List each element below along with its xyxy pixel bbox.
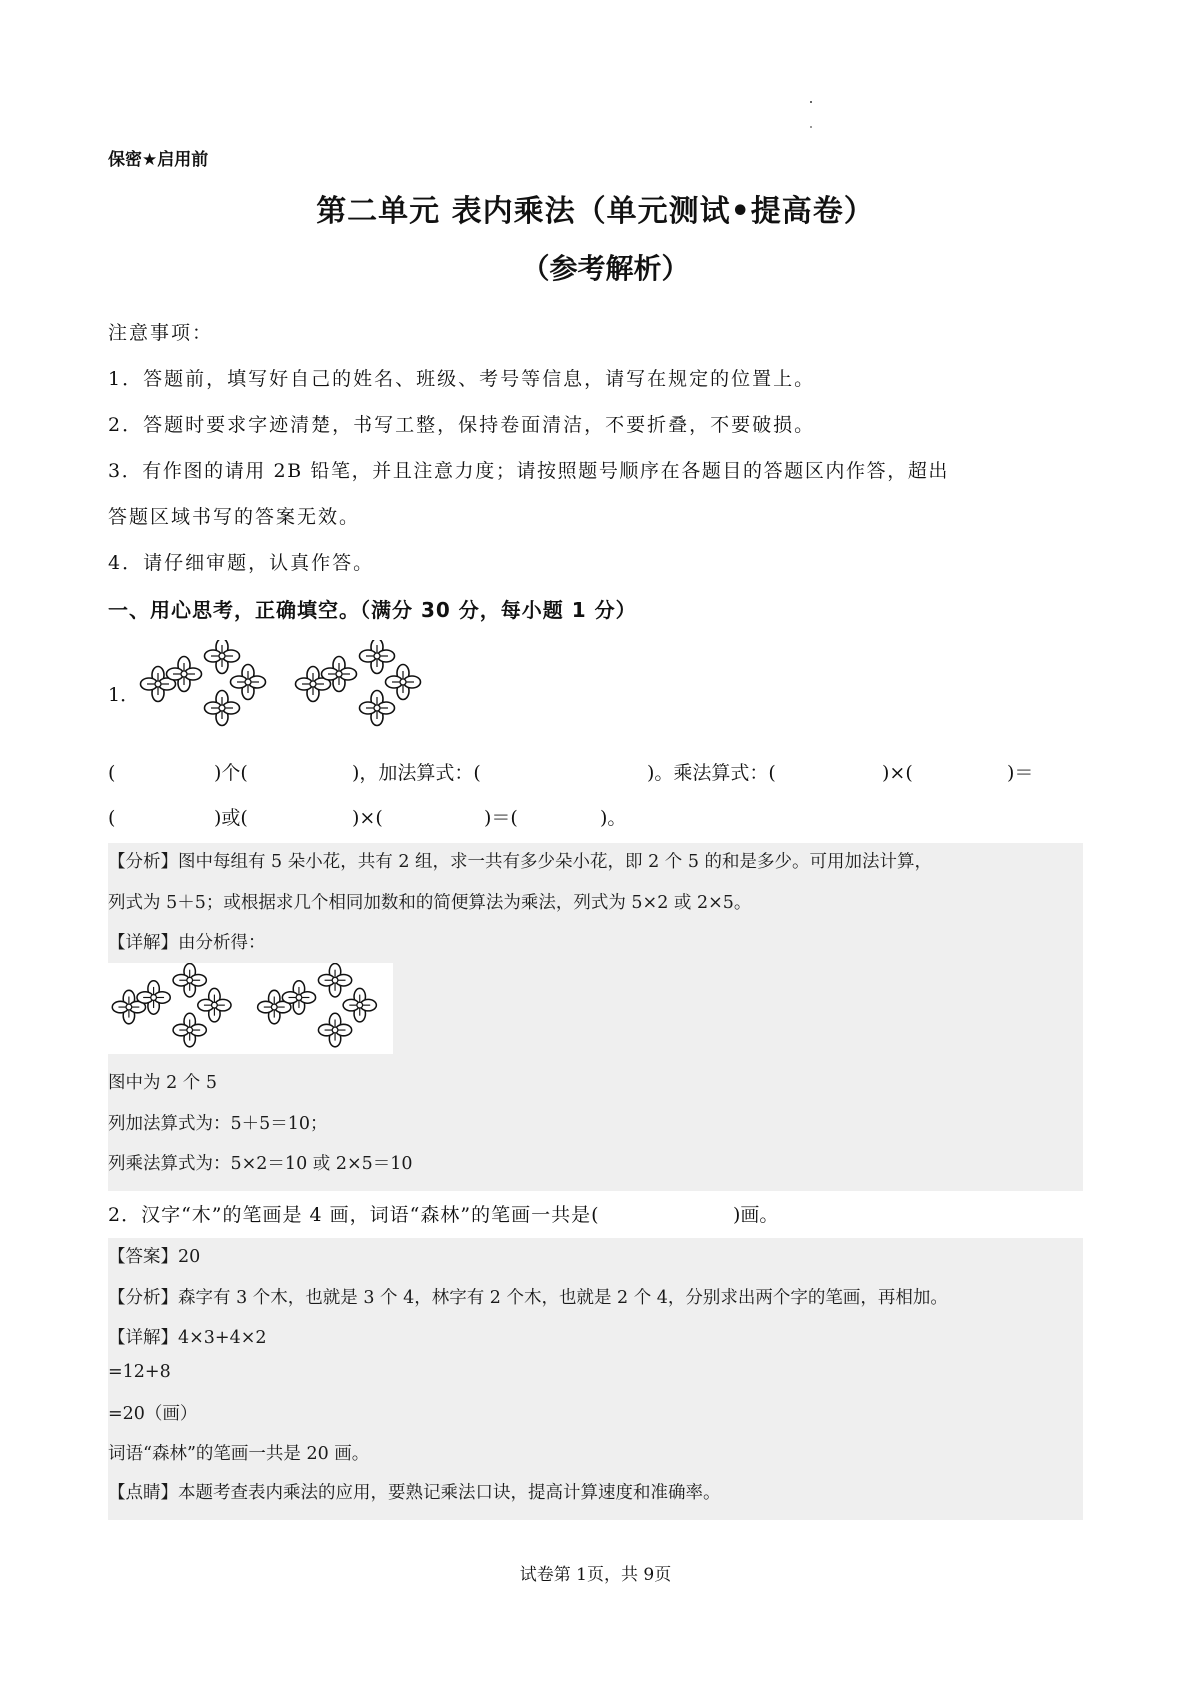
section-heading: 一、用心思考，正确填空。（满分 30 分，每小题 1 分）: [108, 598, 637, 622]
q2-tip: [108, 1479, 721, 1504]
detail-line: =20（画）: [108, 1404, 198, 1424]
question-number: 1．: [108, 684, 140, 706]
blank-paren: )＝: [1007, 762, 1034, 784]
q1-analysis: [108, 848, 932, 873]
q2-detail: [108, 1324, 267, 1349]
page-title: 第二单元 表内乘法（单元测试•提高卷）: [316, 194, 875, 229]
blank-paren: )。乘法算式：(: [647, 762, 776, 784]
q2-question: [108, 1200, 778, 1227]
analysis-tag: 【分析】: [108, 1288, 178, 1308]
q1-analysis-cont: 列式为 5＋5；或根据求几个相同加数和的简便算法为乘法，列式为 5×2 或 2×5。: [108, 893, 752, 913]
blank-paren: (: [108, 807, 116, 829]
detail-line: 图中为 2 个 5: [108, 1073, 217, 1093]
page-subtitle: （参考解析）: [521, 252, 690, 285]
detail-line: =12+8: [108, 1362, 171, 1382]
detail-tag: 【详解】: [108, 933, 178, 953]
detail-line: 列加法算式为：5＋5＝10；: [108, 1114, 328, 1134]
blank-paren: )画。: [733, 1204, 779, 1226]
q1-blank-line-2: [108, 803, 626, 830]
solution-image: [108, 963, 393, 1054]
answer-tag: 【答案】: [108, 1247, 178, 1267]
q1-blank-line-1: [108, 758, 1033, 785]
notice-item: 2．答题时要求字迹清楚，书写工整，保持卷面清洁，不要折叠，不要破损。: [108, 414, 816, 436]
analysis-tag: 【分析】: [108, 852, 178, 872]
analysis-text: 图中每组有 5 朵小花，共有 2 组，求一共有多少朵小花，即 2 个 5 的和是多少。可用加法计算，: [178, 852, 933, 872]
page-footer: 试卷第 1页，共 9页: [519, 1565, 672, 1585]
q2-solution-box: [108, 1238, 1083, 1520]
blank-paren: )。: [600, 807, 627, 829]
flower-picture: [138, 640, 438, 735]
analysis-text: 森字有 3 个木，也就是 3 个 4，林字有 2 个木，也就是 2 个 4，分别求出两个字的笔画，再相加。: [178, 1288, 948, 1308]
tip-text: 本题考查表内乘法的应用，要熟记乘法口诀，提高计算速度和准确率。: [178, 1483, 721, 1503]
blank-paren: (: [108, 762, 116, 784]
blank-paren: )个(: [214, 762, 248, 784]
detail-tag: 【详解】: [108, 1328, 178, 1348]
blank-paren: )×(: [882, 762, 913, 784]
question-text: 2．汉字“木”的笔画是 4 画，词语“森林”的笔画一共是(: [108, 1204, 600, 1226]
margin-mark: [810, 101, 812, 103]
detail-first: 4×3+4×2: [178, 1328, 267, 1348]
confidential-label: 保密★启用前: [108, 150, 209, 170]
blank-paren: )＝(: [484, 807, 518, 829]
q1-detail: [108, 929, 266, 954]
blank-paren: )，加法算式：(: [352, 762, 481, 784]
q2-analysis: [108, 1284, 948, 1309]
detail-intro: 由分析得：: [178, 933, 266, 953]
detail-line: 词语“森林”的笔画一共是 20 画。: [108, 1444, 370, 1464]
q2-answer: [108, 1243, 200, 1268]
margin-mark: [810, 126, 812, 128]
tip-tag: 【点睛】: [108, 1483, 178, 1503]
answer-value: 20: [178, 1247, 201, 1267]
detail-line: 列乘法算式为：5×2＝10 或 2×5＝10: [108, 1154, 413, 1174]
notice-item: 1．答题前，填写好自己的姓名、班级、考号等信息，请写在规定的位置上。: [108, 368, 816, 390]
notice-item: 4．请仔细审题，认真作答。: [108, 552, 375, 574]
notice-item: 3．有作图的请用 2B 铅笔，并且注意力度；请按照题号顺序在各题目的答题区内作答，超出: [108, 460, 950, 482]
flower-picture-solution: [108, 963, 393, 1054]
blank-paren: )或(: [214, 807, 248, 829]
notice-item: 答题区域书写的答案无效。: [108, 506, 361, 528]
notice-heading: 注意事项：: [108, 322, 214, 344]
blank-paren: )×(: [352, 807, 383, 829]
